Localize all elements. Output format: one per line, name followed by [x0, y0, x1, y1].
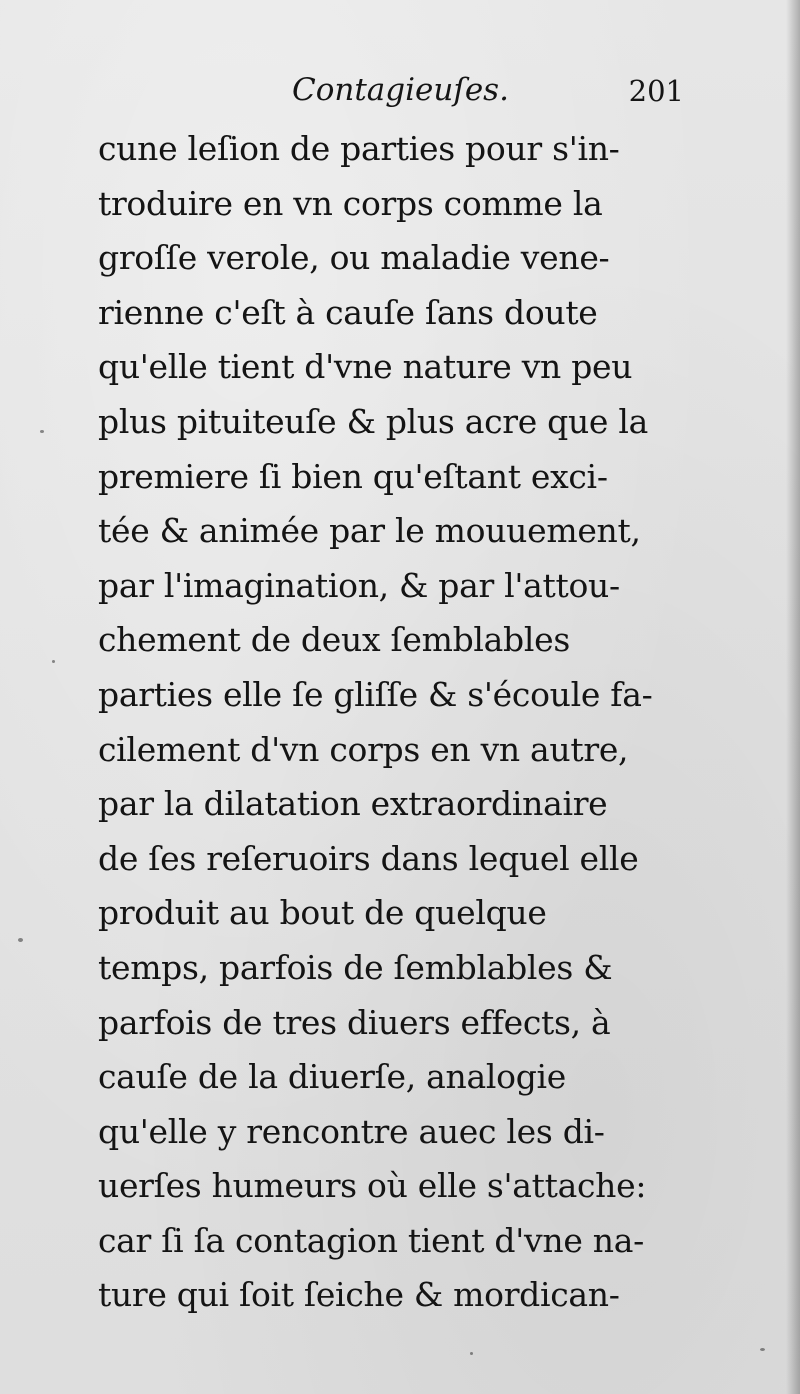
- text-line: cauſe de la diuerſe, analogie: [98, 1057, 566, 1097]
- text-line: rienne c'eſt à cauſe ſans doute: [98, 292, 598, 332]
- text-line: tée & animée par le mouuement,: [98, 511, 641, 551]
- text-line: chement de deux ſemblables: [98, 620, 570, 660]
- text-line: plus pituiteuſe & plus acre que la: [98, 401, 648, 441]
- paper-speck: [470, 1352, 473, 1355]
- paper-speck: [18, 938, 23, 942]
- text-line: temps, parfois de ſemblables &: [98, 947, 613, 987]
- running-title: Contagieuſes.: [292, 72, 509, 108]
- text-line: uerſes humeurs où elle s'attache:: [98, 1166, 647, 1206]
- text-line: premiere ſi bien qu'eſtant exci-: [98, 456, 608, 496]
- page-header: [292, 72, 692, 116]
- text-line: groſſe verole, ou maladie vene-: [98, 238, 610, 278]
- text-line: de ſes reſeruoirs dans lequel elle: [98, 838, 639, 878]
- paper-speck: [52, 660, 55, 663]
- paper-speck: [760, 1348, 765, 1351]
- text-line: car ſi ſa contagion tient d'vne na-: [98, 1220, 644, 1260]
- page-number: 201: [628, 74, 684, 108]
- text-line: par la dilatation extraordinaire: [98, 784, 608, 824]
- text-line: cilement d'vn corps en vn autre,: [98, 729, 629, 769]
- text-line: par l'imagination, & par l'attou-: [98, 565, 620, 605]
- text-line: parties elle ſe gliſſe & s'écoule fa-: [98, 674, 653, 714]
- body-text: [98, 122, 710, 1323]
- text-line: qu'elle tient d'vne nature vn peu: [98, 347, 633, 387]
- text-line: produit au bout de quelque: [98, 893, 547, 933]
- paper-speck: [40, 430, 44, 433]
- text-line: troduire en vn corps comme la: [98, 183, 603, 223]
- text-line: cune leſion de parties pour s'in-: [98, 129, 620, 168]
- text-line: parfois de tres diuers effects, à: [98, 1002, 611, 1042]
- page-shadow-edge: [786, 0, 800, 1394]
- text-line: ture qui ſoit ſeiche & mordican-: [98, 1275, 620, 1315]
- text-line: qu'elle y rencontre auec les di-: [98, 1111, 605, 1151]
